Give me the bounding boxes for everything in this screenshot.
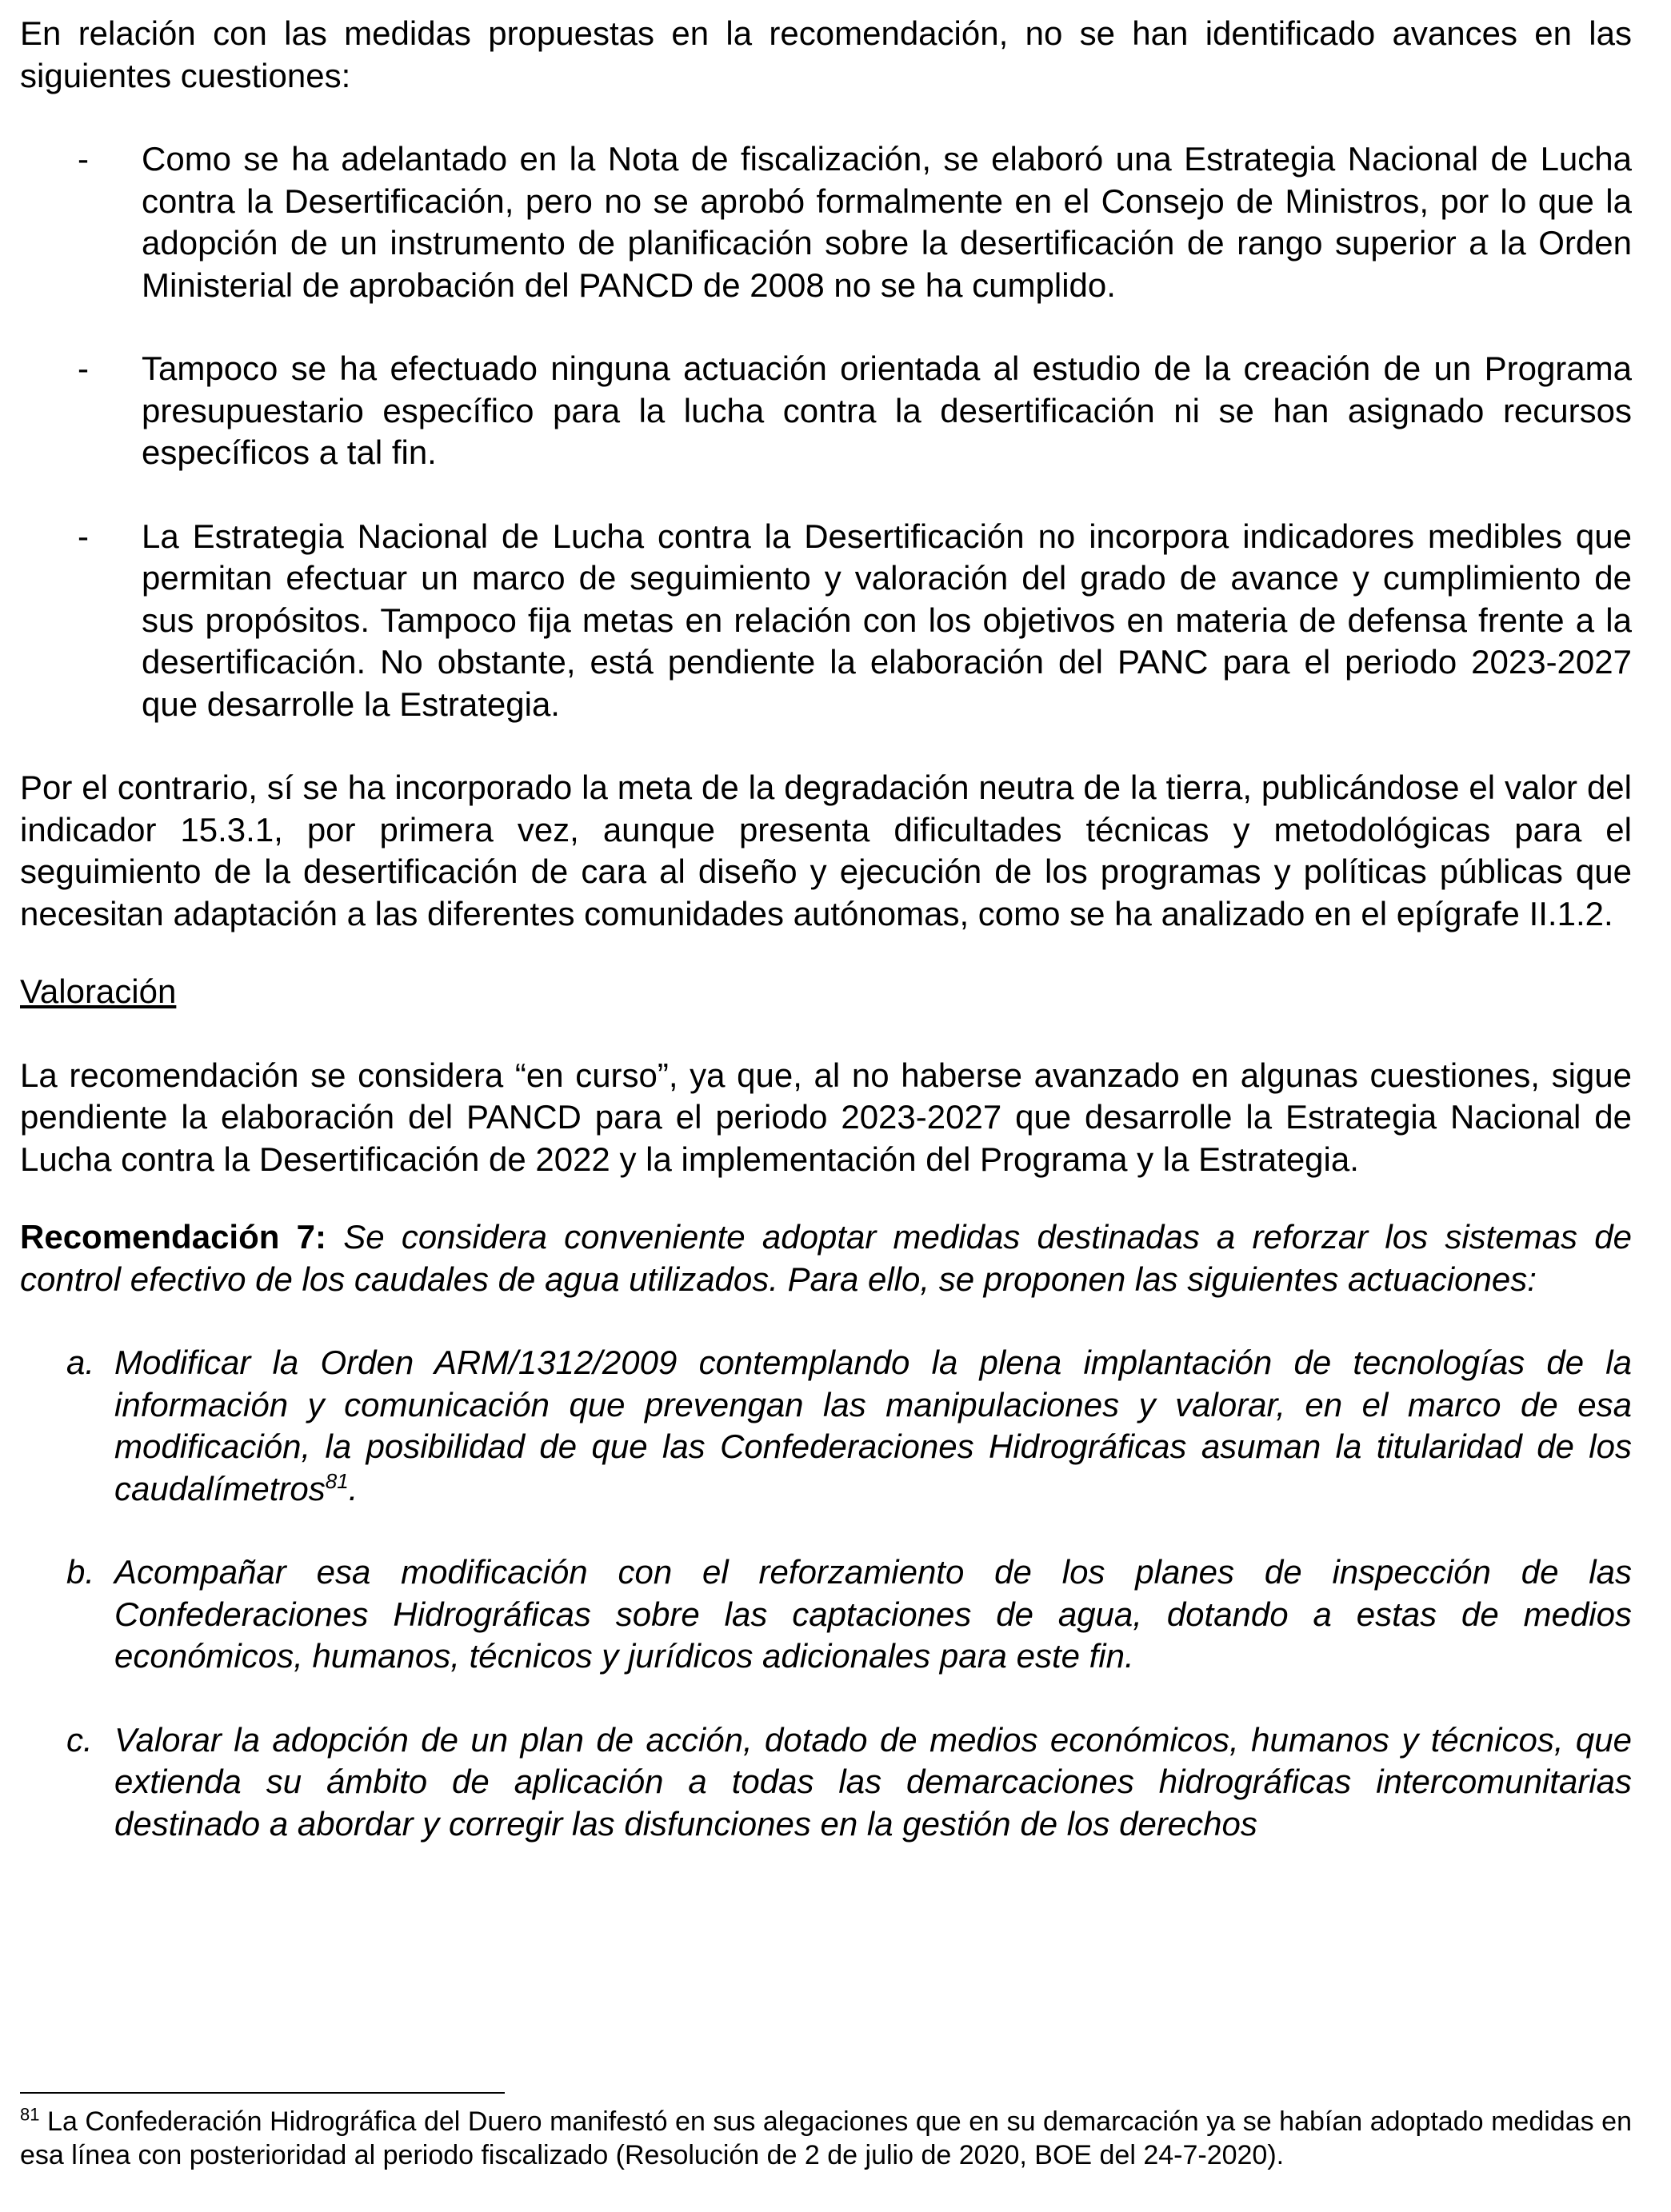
list-item-tail: . <box>348 1469 358 1507</box>
recommendation-text: Se considera conveniente adoptar medidas destinadas a reforzar los sistemas de control efectivo de los caudales de agua utilizados. Para ello, se proponen las siguientes actuaciones: <box>20 1218 1632 1298</box>
item-marker: c. <box>66 1720 93 1759</box>
footnote-text: La Confederación Hidrográfica del Duero manifestó en sus alegaciones que en su demarcación ya se habían adoptado medidas en esa línea con posterioridad al periodo fiscalizado (Resolución de 2 de julio de 2020, BOE del 24-7-2020). <box>20 2106 1632 2170</box>
list-item <box>20 516 1632 726</box>
valoracion-paragraph: La recomendación se considera “en curso”, ya que, al no haberse avanzado en algunas cuestiones, sigue pendiente la elaboración del PANCD para el periodo 2023-2027 que desarrolle la Estrategia Nacional de Lucha contra la Desertificación de 2022 y la implementación del Programa y la Estrategia. <box>20 1056 1632 1178</box>
intro-paragraph: En relación con las medidas propuestas en la recomendación, no se han identificado avances en las siguientes cuestiones: <box>20 14 1632 94</box>
list-item-text: La Estrategia Nacional de Lucha contra la Desertificación no incorpora indicadores medibles que permitan efectuar un marco de seguimiento y valoración del grado de avance y cumplimiento de sus propósitos. Tampoco fija metas en relación con los objetivos en materia de defensa frente a la desertificación. No obstante, está pendiente la elaboración del PANC para el periodo 2023-2027 que desarrolle la Estrategia. <box>142 517 1632 723</box>
list-item-text: Tampoco se ha efectuado ninguna actuación orientada al estudio de la creación de un Programa presupuestario específico para la lucha contra la desertificación ni se han asignado recursos específicos a tal fin. <box>142 349 1632 471</box>
unresolved-issues-list <box>20 138 1632 725</box>
bullet-marker: - <box>78 517 89 555</box>
list-item <box>20 1719 1632 1846</box>
contrary-paragraph: Por el contrario, sí se ha incorporado la meta de la degradación neutra de la tierra, publicándose el valor del indicador 15.3.1, por primera vez, aunque presenta dificultades técnicas y metodológicas para el seguimiento de la desertificación de cara al diseño y ejecución de los programas y políticas públicas que necesitan adaptación a las diferentes comunidades autónomas, como se ha analizado en el epígrafe II.1.2. <box>20 769 1632 932</box>
footnote-number: 81 <box>20 2104 40 2125</box>
valoracion-heading: Valoración <box>20 972 177 1010</box>
item-marker: b. <box>66 1553 95 1591</box>
list-item-text: Valorar la adopción de un plan de acción, dotado de medios económicos, humanos y técnicos, que extienda su ámbito de aplicación a todas las demarcaciones hidrográficas intercomunitarias destinado a abordar y corregir las disfunciones en la gestión de los derechos <box>114 1720 1632 1843</box>
recommendation-title: Recomendación 7: <box>20 1218 326 1256</box>
recommendation-paragraph <box>20 1216 1632 1300</box>
bullet-marker: - <box>78 349 89 387</box>
actions-list <box>20 1342 1632 1845</box>
footnote <box>20 2105 1632 2172</box>
item-marker: a. <box>66 1344 95 1381</box>
bullet-marker: - <box>78 140 89 178</box>
list-item-text: Como se ha adelantado en la Nota de fiscalización, se elaboró una Estrategia Nacional de Lucha contra la Desertificación, pero no se aprobó formalmente en el Consejo de Ministros, por lo que la adopción de un instrumento de planificación sobre la desertificación de rango superior a la Orden Ministerial de aprobación del PANCD de 2008 no se ha cumplido. <box>142 140 1632 304</box>
list-item-text: Acompañar esa modificación con el reforzamiento de los planes de inspección de las Confederaciones Hidrográficas sobre las captaciones de agua, dotando a estas de medios económicos, humanos, técnicos y jurídicos adicionales para este fin. <box>114 1553 1632 1675</box>
list-item <box>20 138 1632 306</box>
footnote-reference[interactable]: 81 <box>325 1468 349 1493</box>
document-page <box>20 13 1632 1887</box>
list-item <box>20 348 1632 474</box>
footnote-divider <box>20 2092 505 2094</box>
list-item <box>20 1342 1632 1510</box>
list-item <box>20 1551 1632 1678</box>
list-item-text: Modificar la Orden ARM/1312/2009 contemplando la plena implantación de tecnologías de la información y comunicación que prevengan las manipulaciones y valorar, en el marco de esa modificación, la posibilidad de que las Confederaciones Hidrográficas asuman la titularidad de los caudalímetros <box>114 1344 1632 1507</box>
